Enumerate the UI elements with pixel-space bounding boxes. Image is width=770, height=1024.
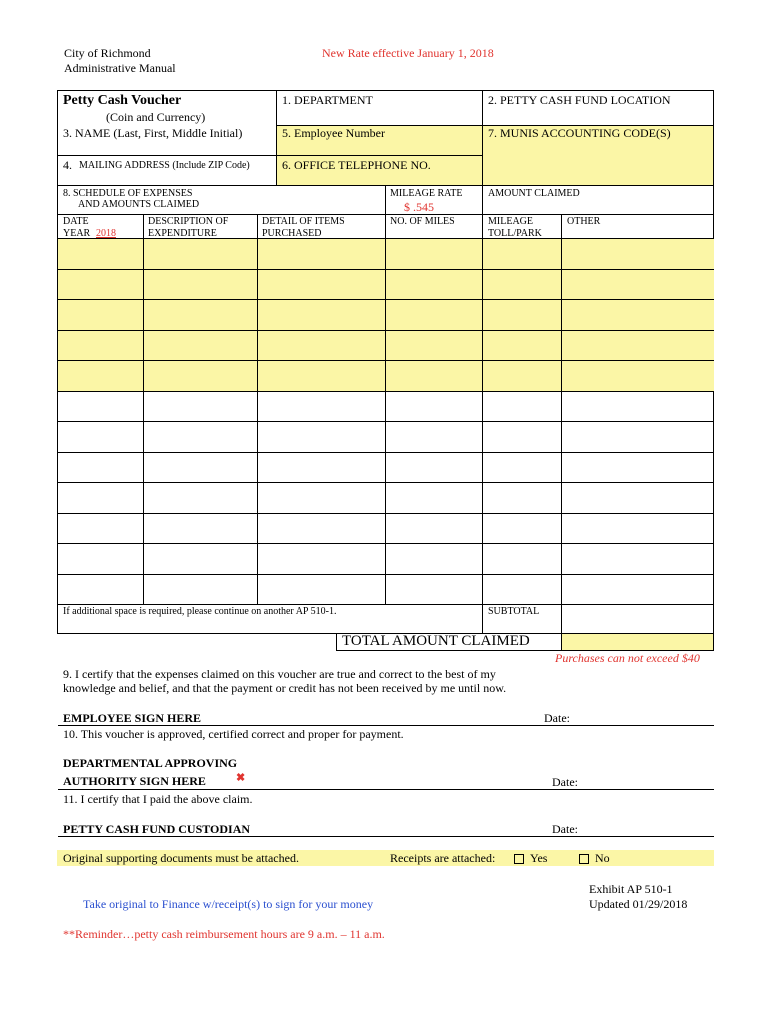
fund-location-label: 2. PETTY CASH FUND LOCATION	[488, 93, 671, 107]
mileage-rate-value: $ .545	[404, 200, 434, 214]
expense-cell[interactable]	[386, 239, 482, 269]
expense-cell[interactable]	[258, 239, 385, 269]
close-icon: ✖	[236, 772, 246, 784]
rate-notice: New Rate effective January 1, 2018	[322, 46, 494, 60]
expense-cell[interactable]	[386, 453, 482, 483]
custodian-signature-line[interactable]	[58, 836, 714, 837]
total-amount-field[interactable]	[561, 634, 714, 651]
schedule-title-1: 8. SCHEDULE OF EXPENSES	[63, 188, 193, 199]
expense-cell[interactable]	[483, 514, 561, 544]
expense-cell[interactable]	[58, 514, 143, 544]
expense-cell[interactable]	[386, 361, 482, 391]
form-title: Petty Cash Voucher	[63, 93, 182, 108]
expense-cell[interactable]	[144, 239, 257, 269]
expense-cell[interactable]	[483, 544, 561, 574]
expense-cell[interactable]	[58, 575, 143, 605]
manual-name: Administrative Manual	[64, 61, 176, 75]
continue-note: If additional space is required, please continue on another AP 510-1.	[63, 606, 337, 617]
expense-cell[interactable]	[144, 575, 257, 605]
expense-cell[interactable]	[562, 483, 714, 513]
mailing-address-label: MAILING ADDRESS (Include ZIP Code)	[79, 160, 250, 171]
limit-note: Purchases can not exceed $40	[555, 651, 700, 665]
reminder-note: **Reminder…petty cash reimbursement hours are 9 a.m. – 11 a.m.	[63, 927, 385, 941]
col-mileage-2: TOLL/PARK	[488, 228, 542, 239]
expense-cell[interactable]	[562, 544, 714, 574]
expense-cell[interactable]	[562, 361, 714, 391]
expense-cell[interactable]	[58, 239, 143, 269]
munis-code-label: 7. MUNIS ACCOUNTING CODE(S)	[488, 126, 671, 140]
expense-cell[interactable]	[144, 422, 257, 452]
expense-cell[interactable]	[144, 453, 257, 483]
dept-approving-label-1: DEPARTMENTAL APPROVING	[63, 756, 238, 770]
expense-cell[interactable]	[144, 483, 257, 513]
supporting-docs-note: Original supporting documents must be attached.	[63, 851, 299, 865]
expense-cell[interactable]	[386, 392, 482, 422]
name-label: 3. NAME (Last, First, Middle Initial)	[63, 126, 243, 140]
year-value: 2018	[96, 228, 116, 239]
expense-cell[interactable]	[483, 422, 561, 452]
expense-cell[interactable]	[144, 544, 257, 574]
yes-label: Yes	[530, 851, 548, 865]
expense-cell[interactable]	[386, 300, 482, 330]
expense-cell[interactable]	[483, 392, 561, 422]
expense-cell[interactable]	[58, 300, 143, 330]
custodian-label: PETTY CASH FUND CUSTODIAN	[63, 822, 251, 836]
expense-cell[interactable]	[562, 422, 714, 452]
schedule-title-2: AND AMOUNTS CLAIMED	[78, 199, 200, 210]
expense-cell[interactable]	[483, 270, 561, 300]
department-label: 1. DEPARTMENT	[282, 93, 373, 107]
expense-cell[interactable]	[58, 544, 143, 574]
certify-10: 10. This voucher is approved, certified correct and proper for payment.	[63, 727, 404, 741]
col-other: OTHER	[567, 216, 601, 227]
dept-signature-line[interactable]	[58, 789, 714, 790]
col-detail-1: DETAIL OF ITEMS	[262, 216, 345, 227]
updated-label: Updated 01/29/2018	[589, 897, 688, 911]
expense-cell[interactable]	[58, 483, 143, 513]
subtotal-field[interactable]	[562, 605, 713, 633]
col-detail-2: PURCHASED	[262, 228, 322, 239]
exhibit-label: Exhibit AP 510-1	[589, 882, 673, 896]
expense-cell[interactable]	[258, 422, 385, 452]
expense-cell[interactable]	[144, 392, 257, 422]
col-miles: NO. OF MILES	[390, 216, 455, 227]
employee-date-label: Date:	[544, 711, 570, 725]
col-description-2: EXPENDITURE	[148, 228, 217, 239]
expense-cell[interactable]	[483, 453, 561, 483]
expense-cell[interactable]	[258, 392, 385, 422]
expense-cell[interactable]	[58, 422, 143, 452]
office-telephone-label: 6. OFFICE TELEPHONE NO.	[282, 158, 431, 172]
expense-cell[interactable]	[58, 361, 143, 391]
subtotal-label: SUBTOTAL	[488, 606, 540, 617]
expense-cell[interactable]	[258, 331, 385, 361]
expense-cell[interactable]	[386, 270, 482, 300]
expense-cell[interactable]	[258, 270, 385, 300]
employee-sign-label: EMPLOYEE SIGN HERE	[63, 711, 202, 725]
receipts-no-option[interactable]	[579, 851, 610, 866]
expense-cell[interactable]	[58, 453, 143, 483]
expense-cell[interactable]	[58, 392, 143, 422]
expense-cell[interactable]	[258, 575, 385, 605]
expense-cell[interactable]	[386, 575, 482, 605]
form-subtitle: (Coin and Currency)	[106, 110, 206, 124]
expense-cell[interactable]	[144, 361, 257, 391]
expense-cell[interactable]	[562, 239, 714, 269]
expense-cell[interactable]	[258, 361, 385, 391]
employee-number-label: 5. Employee Number	[282, 126, 385, 140]
expense-cell[interactable]	[483, 575, 561, 605]
expense-cell[interactable]	[258, 514, 385, 544]
expense-cell[interactable]	[483, 331, 561, 361]
dept-approving-label-2: AUTHORITY SIGN HERE	[63, 774, 206, 788]
expense-cell[interactable]	[562, 300, 714, 330]
expense-cell[interactable]	[483, 239, 561, 269]
col-date: DATE	[63, 216, 89, 227]
expense-cell[interactable]	[144, 270, 257, 300]
custodian-date-label: Date:	[552, 822, 578, 836]
employee-signature-line[interactable]	[58, 725, 714, 726]
expense-cell[interactable]	[386, 331, 482, 361]
expense-cell[interactable]	[562, 331, 714, 361]
expense-cell[interactable]	[258, 483, 385, 513]
col-year: YEAR	[63, 228, 91, 239]
no-checkbox[interactable]	[579, 854, 589, 864]
mileage-rate-label: MILEAGE RATE	[390, 188, 463, 199]
expense-cell[interactable]	[562, 514, 714, 544]
finance-note: Take original to Finance w/receipt(s) to sign for your money	[83, 897, 374, 911]
certify-9-line2: knowledge and belief, and that the payment or credit has not been received by me until now.	[63, 681, 507, 695]
expense-cell[interactable]	[386, 422, 482, 452]
expense-cell[interactable]	[562, 270, 714, 300]
expense-cell[interactable]	[386, 514, 482, 544]
expense-cell[interactable]	[562, 453, 714, 483]
yes-checkbox[interactable]	[514, 854, 524, 864]
col-mileage-1: MILEAGE	[488, 216, 533, 227]
certify-11: 11. I certify that I paid the above claim.	[63, 792, 253, 806]
col-description-1: DESCRIPTION OF	[148, 216, 229, 227]
receipts-question: Receipts are attached:	[390, 851, 496, 865]
no-label: No	[595, 851, 610, 865]
expense-cell[interactable]	[386, 483, 482, 513]
expense-cell[interactable]	[144, 514, 257, 544]
total-label: TOTAL AMOUNT CLAIMED	[342, 633, 530, 649]
expense-cell[interactable]	[483, 361, 561, 391]
expense-cell[interactable]	[483, 483, 561, 513]
mailing-number: 4.	[63, 158, 72, 172]
expense-cell[interactable]	[483, 300, 561, 330]
certify-9-line1: 9. I certify that the expenses claimed on this voucher are true and correct to the best of my	[63, 667, 496, 681]
dept-date-label: Date:	[552, 775, 578, 789]
org-name: City of Richmond	[64, 46, 151, 60]
expense-cell[interactable]	[144, 300, 257, 330]
expense-cell[interactable]	[258, 544, 385, 574]
expense-cell[interactable]	[58, 331, 143, 361]
amount-claimed-label: AMOUNT CLAIMED	[488, 188, 580, 199]
expense-cell[interactable]	[58, 270, 143, 300]
expense-cell[interactable]	[562, 392, 714, 422]
expense-cell[interactable]	[386, 544, 482, 574]
expense-cell[interactable]	[258, 300, 385, 330]
receipts-yes-option[interactable]	[514, 851, 547, 866]
expense-cell[interactable]	[144, 331, 257, 361]
expense-cell[interactable]	[258, 453, 385, 483]
expense-cell[interactable]	[562, 575, 714, 605]
